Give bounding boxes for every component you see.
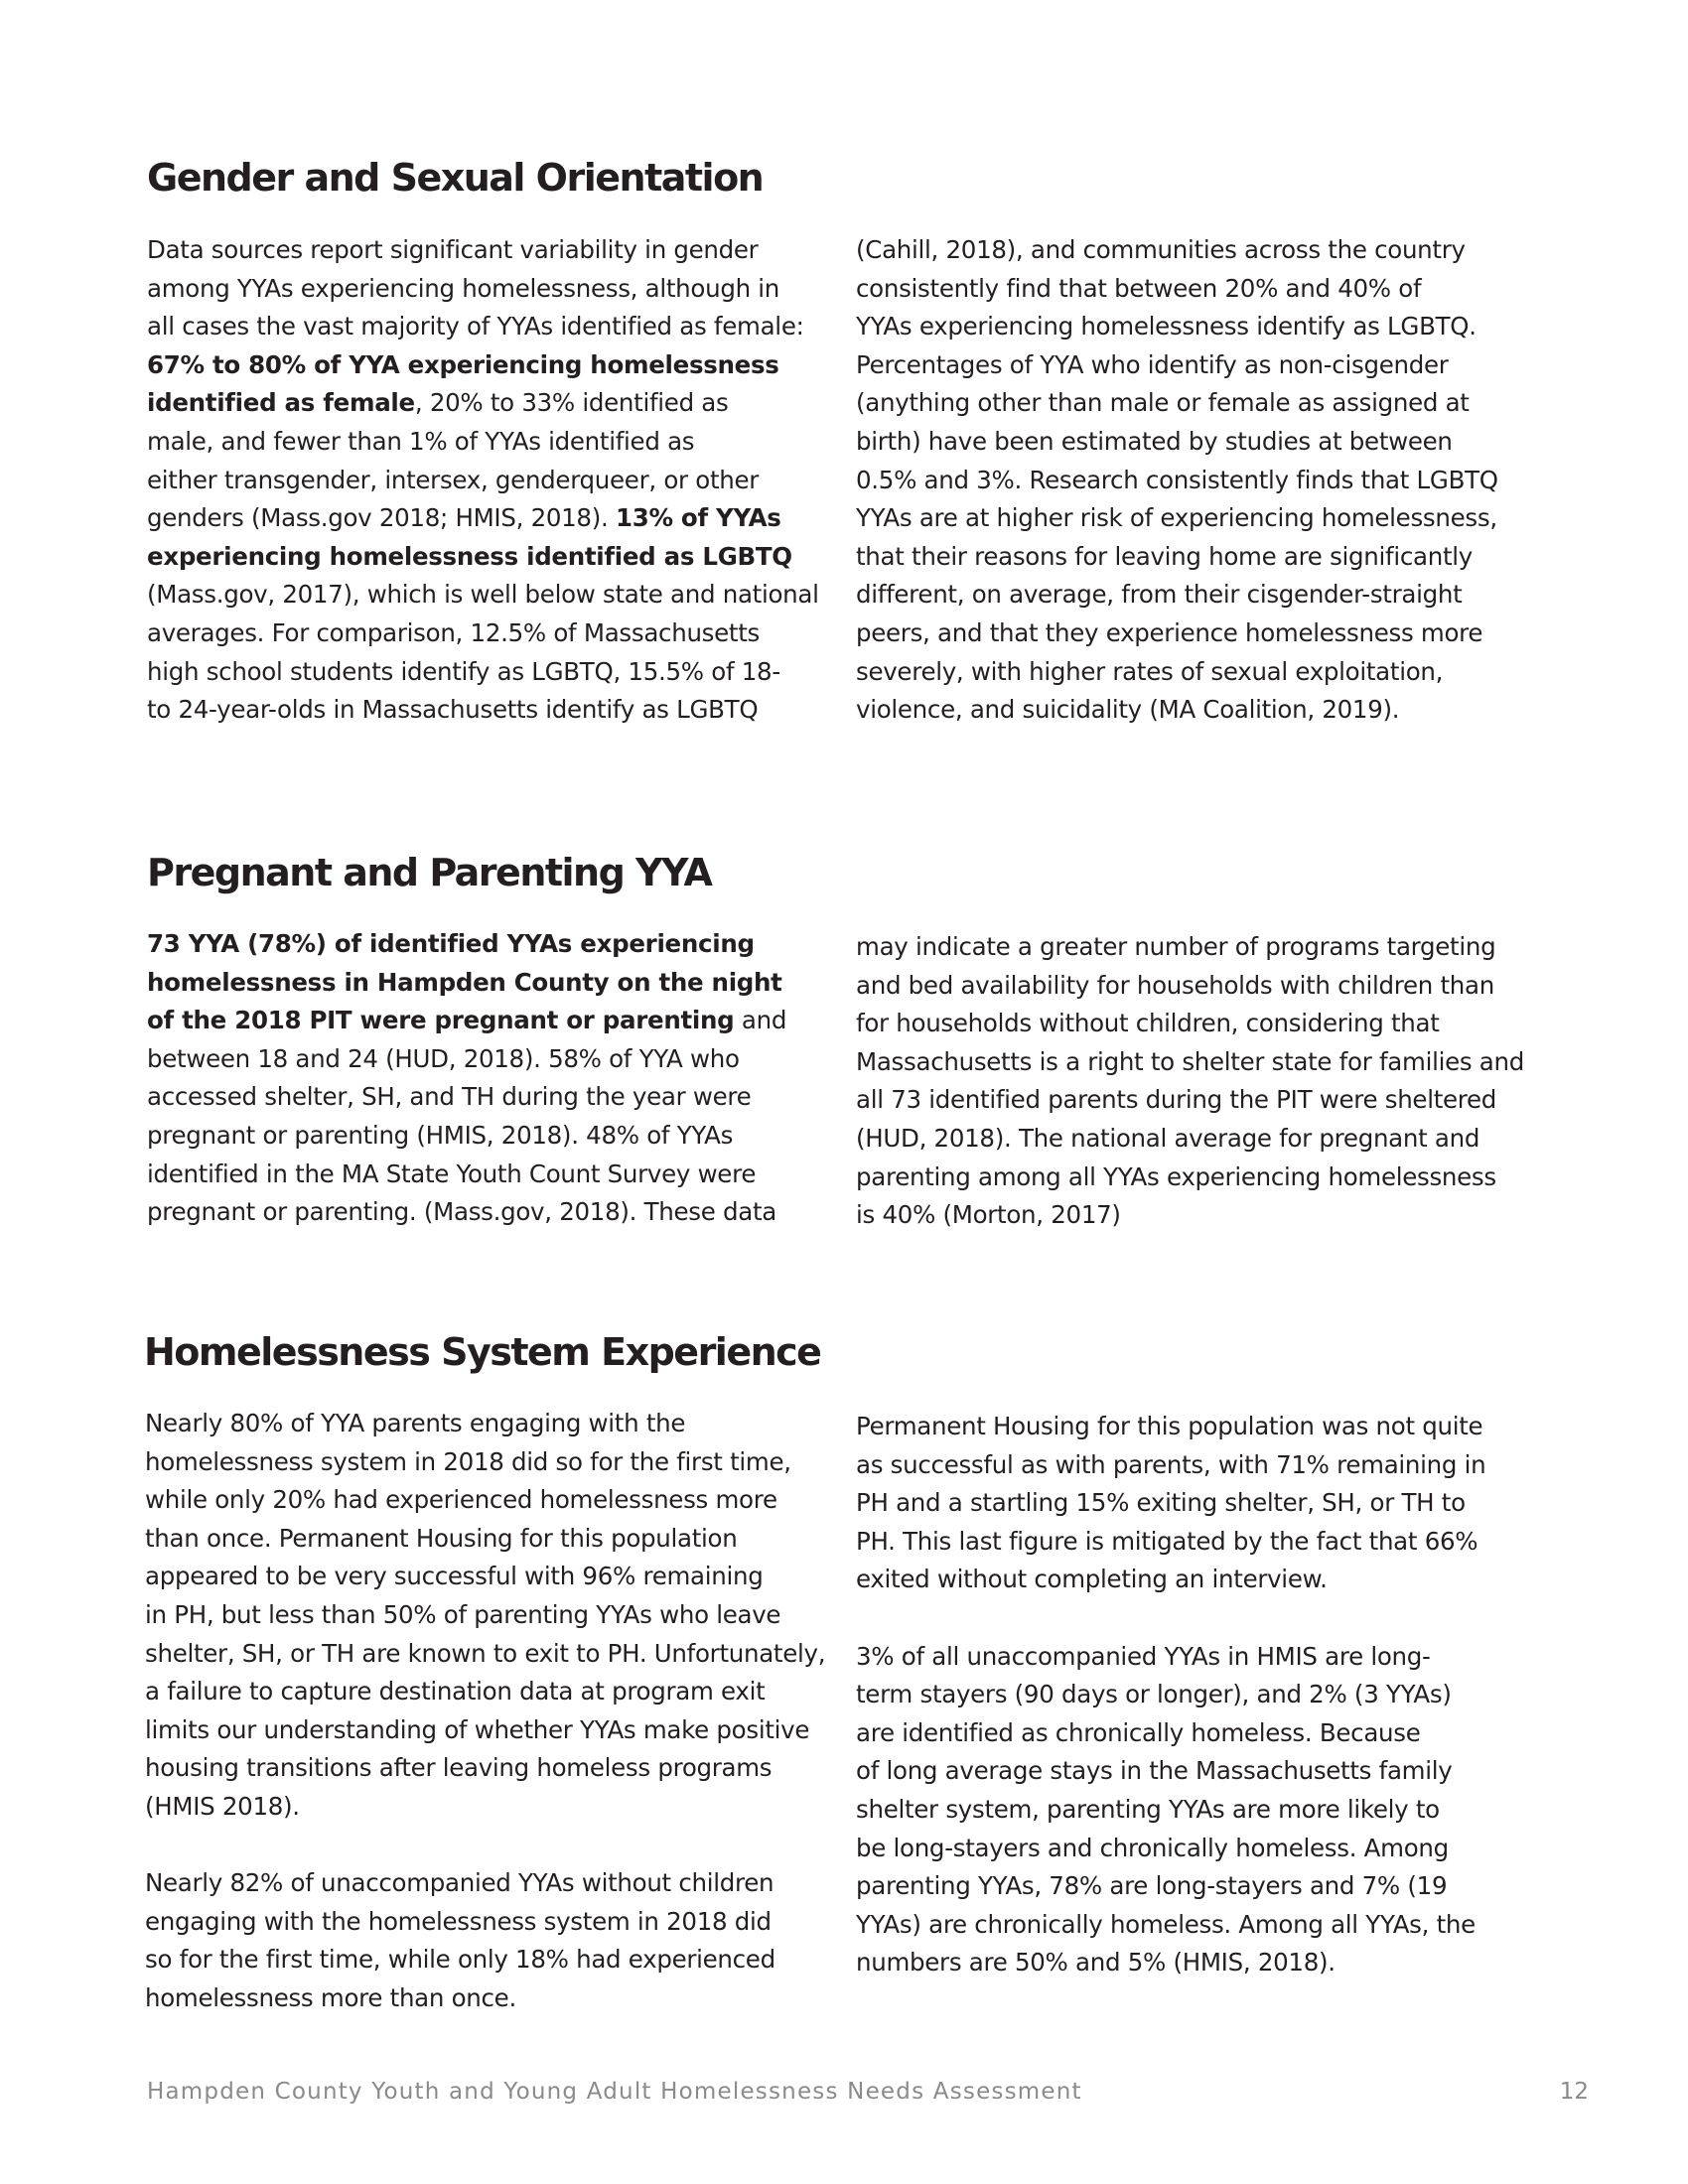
text-run: PH and a startling 15% exiting shelter, SH, or TH to [856,1488,1466,1518]
right-column-text [856,231,1571,730]
text-line [145,1711,840,1750]
text-run: PH. This last figure is mitigated by the fact that 66% [856,1526,1478,1556]
text-run: 0.5% and 3%. Research consistently finds that LGBTQ [856,465,1498,494]
text-run: severely, with higher rates of sexual exploitation, [856,656,1444,686]
text-line [856,538,1571,577]
text-line [856,308,1571,346]
left-column-text [145,1405,840,2018]
text-run: (Cahill, 2018), and communities across the country [856,235,1466,264]
text-line [147,576,842,614]
text-line [856,423,1571,462]
text-run: identified in the MA State Youth Count Survey were [147,1159,757,1188]
text-run: shelter, SH, or TH are known to exit to PH. Unfortunately, [145,1638,826,1668]
text-run: may indicate a greater number of programs targeting [856,932,1496,961]
section-heading: Pregnant and Parenting YYA [147,851,712,894]
text-run: all 73 identified parents during the PIT were sheltered [856,1085,1497,1115]
text-run: averages. For comparison, 12.5% of Massachusetts [147,617,760,647]
text-line [147,423,842,462]
text-run: Nearly 80% of YYA parents engaging with the [145,1409,686,1437]
text-line [145,1673,840,1711]
text-run: is 40% (Morton, 2017) [856,1200,1121,1230]
text-run: so for the first time, while only 18% had experienced [145,1945,775,1975]
text-line [856,1830,1571,1868]
text-run: and bed availability for households with children than [856,970,1494,1000]
text-line [145,1941,840,1979]
text-line [147,270,842,309]
text-run: male, and fewer than 1% of YYAs identified as [147,426,695,456]
text-run: of long average stays in the Massachusetts family [856,1756,1453,1786]
text-line [856,928,1571,967]
right-column-text [856,1408,1571,1982]
text-line [856,1159,1571,1197]
text-run: Massachusetts is a right to shelter state for families and [856,1046,1525,1076]
text-run: Data sources report significant variability in gender [147,235,759,264]
text-line [856,691,1571,730]
text-run: genders (Mass.gov 2018; HMIS, 2018). [147,503,616,533]
section-heading: Gender and Sexual Orientation [147,156,764,200]
text-line [145,1596,840,1635]
text-run: homelessness system in 2018 did so for the first time, [145,1446,791,1476]
text-line [856,1752,1571,1791]
text-line [856,1867,1571,1906]
text-run: limits our understanding of whether YYAs make positive [145,1714,810,1744]
text-line [147,231,842,270]
text-line [856,499,1571,538]
text-line [145,1558,840,1596]
text-run: 3% of all unaccompanied YYAs in HMIS are long- [856,1641,1431,1671]
text-line [145,1979,840,2018]
text-run: that their reasons for leaving home are significantly [856,541,1473,571]
text-line [147,1078,842,1117]
text-run: either transgender, intersex, genderqueer, or other [147,465,760,494]
text-run: while only 20% had experienced homelessness more [145,1485,777,1515]
text-run: for households without children, considering that [856,1009,1440,1038]
text-run: are identified as chronically homeless. Because [856,1717,1421,1747]
text-run: peers, and that they experience homelessness more [856,617,1483,647]
text-line [147,384,842,423]
text-run: Percentages of YYA who identify as non-cisgender [856,349,1449,379]
text-run: birth) have been estimated by studies at between [856,426,1453,456]
text-line [856,614,1571,653]
text-line [856,346,1571,385]
text-line [145,1443,840,1482]
text-run: pregnant or parenting. (Mass.gov, 2018). These data [147,1197,776,1227]
text-line [145,1788,840,1827]
text-run: exited without completing an interview. [856,1565,1328,1594]
bold-text-run: homelessness in Hampden County on the night [147,967,782,997]
text-line [856,1081,1571,1120]
paragraph-break [145,1827,840,1865]
text-line [145,1903,840,1942]
text-line [147,964,842,1003]
left-column-text [147,925,842,1232]
text-line [147,499,842,538]
text-run: between 18 and 24 (HUD, 2018). 58% of YYA who [147,1043,740,1073]
text-run: YYAs experiencing homelessness identify as LGBTQ. [856,312,1477,341]
text-run: high school students identify as LGBTQ, 15.5% of 18- [147,656,780,686]
text-line [856,1906,1571,1945]
bold-text-run: 67% to 80% of YYA experiencing homelessness [147,349,779,379]
text-line [147,1193,842,1232]
text-run: numbers are 50% and 5% (HMIS, 2018). [856,1948,1336,1978]
left-column-text [147,231,842,730]
text-line [147,925,842,964]
section-heading: Homelessness System Experience [144,1330,821,1374]
text-line [856,1196,1571,1235]
text-line [856,1791,1571,1830]
text-line [856,576,1571,614]
text-line [856,231,1571,270]
text-line [145,1520,840,1559]
text-line [856,270,1571,309]
text-run: parenting YYAs, 78% are long-stayers and 7% (19 [856,1871,1448,1901]
bold-text-run: 73 YYA (78%) of identified YYAs experiencing [147,929,755,958]
text-line [147,1156,842,1194]
text-line [856,1944,1571,1982]
text-line [145,1405,840,1443]
text-line [856,967,1571,1006]
text-line [147,538,842,577]
text-run: , 20% to 33% identified as [414,388,729,418]
text-line [856,1484,1571,1523]
text-run: Nearly 82% of unaccompanied YYAs without children [145,1868,774,1898]
text-line [856,1120,1571,1159]
text-line [856,1005,1571,1043]
text-run: violence, and suicidality (MA Coalition, 2019). [856,695,1400,725]
text-run: (Mass.gov, 2017), which is well below state and national [147,580,819,610]
text-run: different, on average, from their cisgender-straight [856,580,1463,610]
text-line [856,653,1571,692]
text-run: to 24-year-olds in Massachusetts identify as LGBTQ [147,695,759,725]
page-number: 12 [1559,2079,1589,2105]
text-run: all cases the vast majority of YYAs identified as female: [147,312,804,341]
text-run: homelessness more than once. [145,1982,516,2012]
text-line [856,462,1571,500]
text-line [147,1117,842,1156]
text-line [145,1864,840,1903]
text-run: housing transitions after leaving homeless programs [145,1753,773,1783]
text-line [145,1749,840,1788]
paragraph-break [856,1599,1571,1638]
text-run: pregnant or parenting (HMIS, 2018). 48% of YYAs [147,1120,734,1150]
text-run: be long-stayers and chronically homeless. Among [856,1833,1449,1862]
bold-text-run: identified as female [147,388,415,418]
text-run: engaging with the homelessness system in 2018 did [145,1906,772,1936]
text-line [147,462,842,500]
text-run: term stayers (90 days or longer), and 2% (3 YYAs) [856,1680,1452,1709]
right-column-text [856,928,1571,1235]
text-line [856,1446,1571,1485]
text-line [145,1481,840,1520]
text-run: Permanent Housing for this population was not quite [856,1412,1483,1440]
text-run: (anything other than male or female as assigned at [856,388,1470,418]
bold-text-run: of the 2018 PIT were pregnant or parenting [147,1006,735,1035]
text-line [147,346,842,385]
text-line [856,1043,1571,1082]
text-run: (HUD, 2018). The national average for pregnant and [856,1123,1480,1153]
text-run: shelter system, parenting YYAs are more likely to [856,1794,1440,1824]
text-run: (HMIS 2018). [145,1791,300,1821]
text-line [856,1408,1571,1446]
text-line [147,691,842,730]
text-run: and [734,1006,787,1035]
text-run: as successful as with parents, with 71% remaining in [856,1449,1486,1479]
text-run: accessed shelter, SH, and TH during the year were [147,1082,752,1112]
text-run: than once. Permanent Housing for this population [145,1523,738,1553]
text-run: parenting among all YYAs experiencing homelessness [856,1161,1496,1191]
text-run: in PH, but less than 50% of parenting YYAs who leave [145,1599,781,1629]
text-line [147,1002,842,1040]
text-run: appeared to be very successful with 96% remaining [145,1562,764,1591]
text-run: YYAs) are chronically homeless. Among all YYAs, the [856,1909,1476,1939]
text-line [856,1714,1571,1753]
bold-text-run: experiencing homelessness identified as LGBTQ [147,541,792,571]
text-line [856,384,1571,423]
text-line [147,308,842,346]
text-line [145,1635,840,1674]
footer-title: Hampden County Youth and Young Adult Homelessness Needs Assessment [147,2079,1082,2105]
text-run: consistently find that between 20% and 40% of [856,273,1422,303]
text-line [147,614,842,653]
text-line [856,1638,1571,1677]
text-line [856,1676,1571,1714]
text-line [147,653,842,692]
text-run: a failure to capture destination data at program exit [145,1677,766,1706]
text-line [856,1561,1571,1599]
text-line [856,1523,1571,1562]
text-run: YYAs are at higher risk of experiencing homelessness, [856,503,1497,533]
text-line [147,1040,842,1079]
text-run: among YYAs experiencing homelessness, although in [147,273,780,303]
bold-text-run: 13% of YYAs [615,503,781,533]
